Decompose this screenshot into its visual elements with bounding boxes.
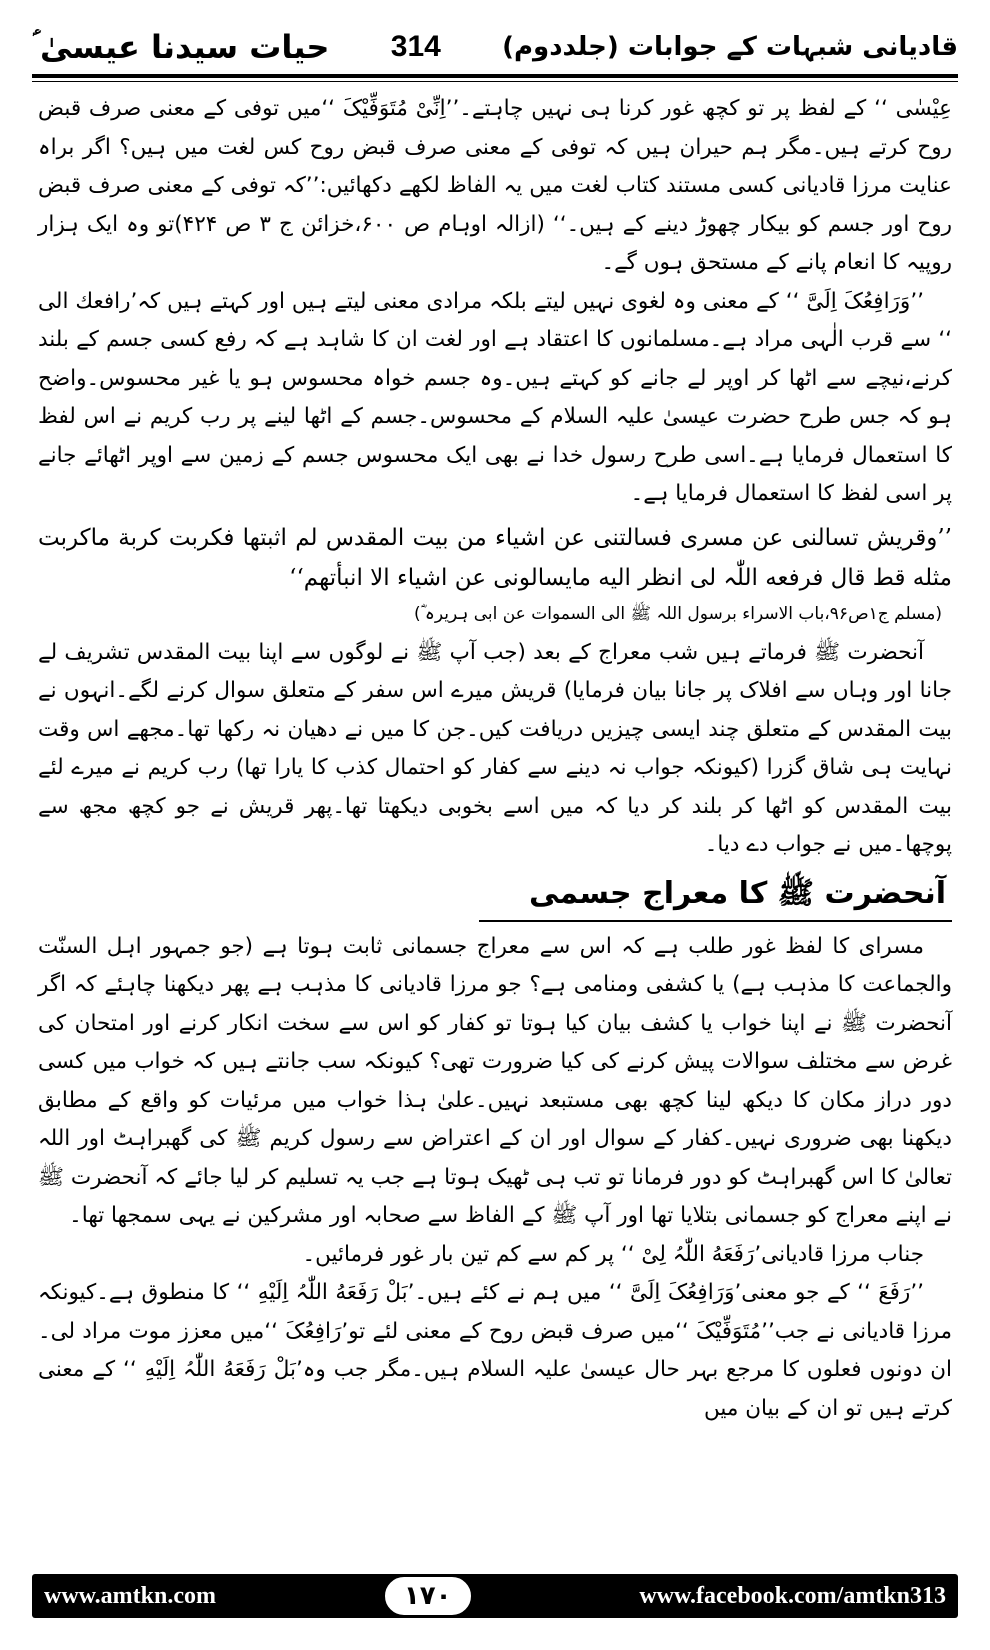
- book-title: حیات سیدنا عیسیٰ ؑ: [32, 27, 330, 66]
- volume-title: قادیانی شبہات کے جوابات (جلددوم): [502, 32, 958, 62]
- paragraph-2: ’’وَرَافِعُکَ اِلَیَّ ‘‘ کے معنی وہ لغوی نہیں لیتے بلکہ مرادی معنی لیتے ہیں اور کہتے ہیں کہ’رافعك الی ‘‘ سے قرب الٰہی مراد ہے۔مسلمانوں کا اعتقاد ہے اور لغت ان کا شاہد ہے کہ رفع کسی جسم کے بلند کرنے،نیچے سے اٹھا کر اوپر لے جانے کو کہتے ہیں۔وہ جسم خواہ محسوس ہو یا غیر محسوس۔واضح ہو کہ جس طرح حضرت عیسیٰ علیہ السلام کے محسوس۔جسم کے اٹھا لینے پر رب کریم نے اس لفظ کا استعمال فرمایا ہے۔اسی طرح رسول خدا نے بھی ایک محسوس جسم کے زمین سے اوپر اٹھائے جانے پر اسی لفظ کا استعمال فرمایا ہے۔: [38, 288, 952, 506]
- paragraph-6: ’’رَفَعَ ‘‘ کے جو معنی’وَرَافِعُکَ اِلَیَّ ‘‘ میں ہم نے کئے ہیں۔’بَلْ رَفَعَهُ اللّٰہُ اِلَیْهِ ‘‘ کا منطوق ہے۔کیونکہ مرزا قادیانی نے جب’’مُتَوَفِّیْکَ ‘‘میں صرف قبض روح کے معنی لئے تو’رَافِعُکَ ‘‘میں معزز موت مراد لی۔ان دونوں فعلوں کا مرجع بہر حال عیسیٰ علیہ السلام ہیں۔مگر جب وہ’بَلْ رَفَعَهُ اللّٰہُ اِلَیْهِ ‘‘ کے معنی کرتے ہیں تو ان کے بیان میں: [38, 1280, 952, 1421]
- paragraph-3: آنحضرت ﷺ فرماتے ہیں شب معراج کے بعد (جب آپ ﷺ نے لوگوں سے اپنا بیت المقدس تشریف لے جانا اور وہاں سے افلاک پر جانا بیان فرمایا) قریش میرے اس سفر کے متعلق سوال کرنے لگے۔انہوں نے بیت المقدس کے متعلق چند ایسی چیزیں دریافت کیں۔جن کا میں نے دھیان نہ رکھا تھا۔مجھے اس وقت نہایت ہی شاق گزرا (کیونکہ جواب نہ دینے سے کفار کو احتمال کذب کا یارا تھا) رب کریم نے میرے لئے بیت المقدس کو اٹھا کر بلند کر دیا کہ میں اسے بخوبی دیکھتا تھا۔پھر قریش نے جو کچھ مجھ سے پوچھا۔میں نے جواب دے دیا۔: [38, 639, 952, 857]
- page-footer: [32, 1574, 958, 1618]
- paragraph-4: مسرای کا لفظ غور طلب ہے کہ اس سے معراج جسمانی ثابت ہوتا ہے (جو جمہور اہل السنّت والجماعت کا مذہب ہے) یا کشفی ومنامی ہے؟ جو مرزا قادیانی کا مذہب ہے پھر دیکھنا چاہئے کہ اگر آنحضرت ﷺ نے اپنا خواب یا کشف بیان کیا ہوتا تو کفار کو اس سے سخت انکار کرنے اور امتحان کی غرض سے مختلف سوالات پیش کرنے کی کیا ضرورت تھی؟ کیونکہ سب جانتے ہیں کہ خواب میں کسی دور دراز مکان کا دیکھ لینا کچھ بھی مستبعد نہیں۔علیٰ ہذا خواب میں مرئیات کو واقع کے مطابق دیکھنا بھی ضروری نہیں۔کفار کے سوال اور ان کے اعتراض سے رسول کریم ﷺ کی گھبراہٹ اور اللہ تعالیٰ کا اس گھبراہٹ کو دور فرمانا تو تب ہی ٹھیک ہوتا ہے جب یہ تسلیم کر لیا جائے کہ آنحضرت ﷺ نے اپنے معراج کو جسمانی بتلایا تھا اور آپ ﷺ کے الفاظ سے صحابہ اور مشرکین نے یہی سمجھا تھا۔: [38, 933, 952, 1228]
- arabic-hadith-quote: ’’وقریش تسالنی عن مسری فسالتنی عن اشیاء من بیت المقدس لم اثبتها فکربت کربة ماکربت مثله قط قال فرفعه اللّٰہ لی انظر الیه مایسالونی عن اشیاء الا انبأتهم‘‘: [38, 524, 952, 591]
- website-link[interactable]: www.amtkn.com: [44, 1582, 216, 1609]
- header-rule-thick: [32, 74, 958, 78]
- header-rule-thin: [32, 81, 958, 82]
- body-text: [38, 90, 952, 1428]
- page-header: [32, 22, 958, 72]
- section-heading: آنحضرت ﷺ کا معراج جسمی: [479, 875, 952, 922]
- paragraph-1: عِیْسٰی ‘‘ کے لفظ پر تو کچھ غور کرنا ہی نہیں چاہتے۔’’اِنِّیْ مُتَوَفِّیْکَ ‘‘میں توفی کے معنی صرف قبض روح کرتے ہیں۔مگر ہم حیران ہیں کہ توفی کے معنی صرف قبض روح کس لغت میں ہیں؟ اگر براہ عنایت مرزا قادیانی کسی مستند کتاب لغت میں یہ الفاظ لکھے دکھائیں:’’کہ توفی کے معنی صرف قبض روح اور جسم کو بیکار چھوڑ دینے کے ہیں۔‘‘ (ازالہ اوہام ص ۶۰۰،خزائن ج ۳ ص ۴۲۴)تو وہ ایک ہزار روپیہ کا انعام پانے کے مستحق ہوں گے۔: [38, 96, 952, 275]
- facebook-link[interactable]: www.facebook.com/amtkn313: [639, 1582, 946, 1609]
- page-number: 314: [390, 30, 441, 63]
- quote-reference: (مسلم ج۱ص۹۶،باب الاسراء برسول اللہ ﷺ الی السموات عن ابی ہریرہ ؓ): [414, 603, 942, 624]
- footer-page-number: ۱۷۰: [382, 1574, 474, 1618]
- paragraph-5: جناب مرزا قادیانی’رَفَعَهُ اللّٰہُ لِیْ ‘‘ پر کم سے کم تین بار غور فرمائیں۔: [302, 1241, 924, 1267]
